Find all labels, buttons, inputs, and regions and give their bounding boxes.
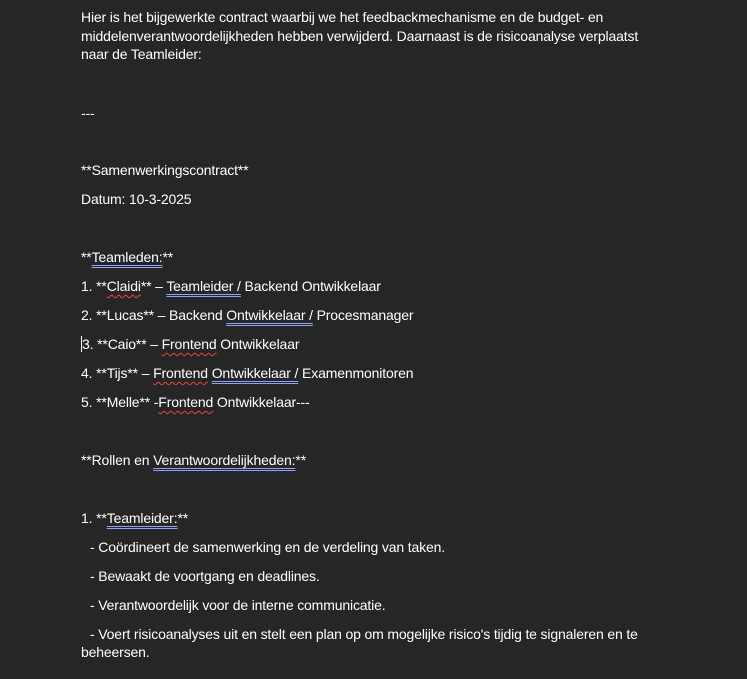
team-member-4: 4. **Tijs** – Frontend Ontwikkelaar / Examenmonitoren	[81, 365, 414, 381]
contract-title: **Samenwerkingscontract**	[81, 162, 249, 178]
member-name: Tijs	[106, 365, 128, 381]
team-heading-word: Teamleden:	[91, 249, 163, 265]
role-bullet-3: - Verantwoordelijk voor de interne communicatie.	[90, 597, 386, 613]
member-name: Melle	[106, 394, 140, 410]
team-member-5: 5. **Melle** -Frontend Ontwikkelaar---	[81, 394, 310, 410]
role-bullet-2: - Bewaakt de voortgang en deadlines.	[90, 568, 320, 584]
member-name: Lucas	[106, 307, 144, 323]
intro-line-2: middelenverantwoordelijkheden hebben verwijderd. Daarnaast is de risicoanalyse verplaatst	[81, 28, 639, 44]
team-member-1: 1. **Claidi** – Teamleider / Backend Ontwikkelaar	[81, 278, 381, 294]
role-item-teamleider: 1. **Teamleider:**	[81, 510, 189, 526]
intro-line-3: naar de Teamleider:	[81, 46, 202, 62]
team-member-3: 3. **Caio** – Frontend Ontwikkelaar	[82, 336, 300, 352]
roles-heading-word: Verantwoordelijkheden:	[153, 452, 296, 468]
role-bullet-1: - Coördineert de samenwerking en de verdeling van taken.	[90, 539, 446, 555]
role-bullet-4: - Voert risicoanalyses uit en stelt een plan op om mogelijke risico's tijdig te signaleren en te	[90, 626, 638, 642]
roles-heading: **Rollen en Verantwoordelijkheden:**	[81, 452, 306, 468]
team-heading: **Teamleden:**	[81, 249, 174, 265]
separator: ---	[81, 105, 95, 121]
role-item-word: Teamleider:	[106, 510, 178, 526]
role-bullet-4-continuation: beheersen.	[81, 644, 150, 660]
contract-date: Datum: 10-3-2025	[81, 191, 192, 207]
team-member-2: 2. **Lucas** – Backend Ontwikkelaar / Procesmanager	[81, 307, 414, 323]
intro-line-1: Hier is het bijgewerkte contract waarbij we het feedbackmechanisme en de budget- en	[81, 9, 604, 25]
member-name: Claidi	[106, 278, 141, 294]
member-name: Caio	[107, 336, 136, 352]
